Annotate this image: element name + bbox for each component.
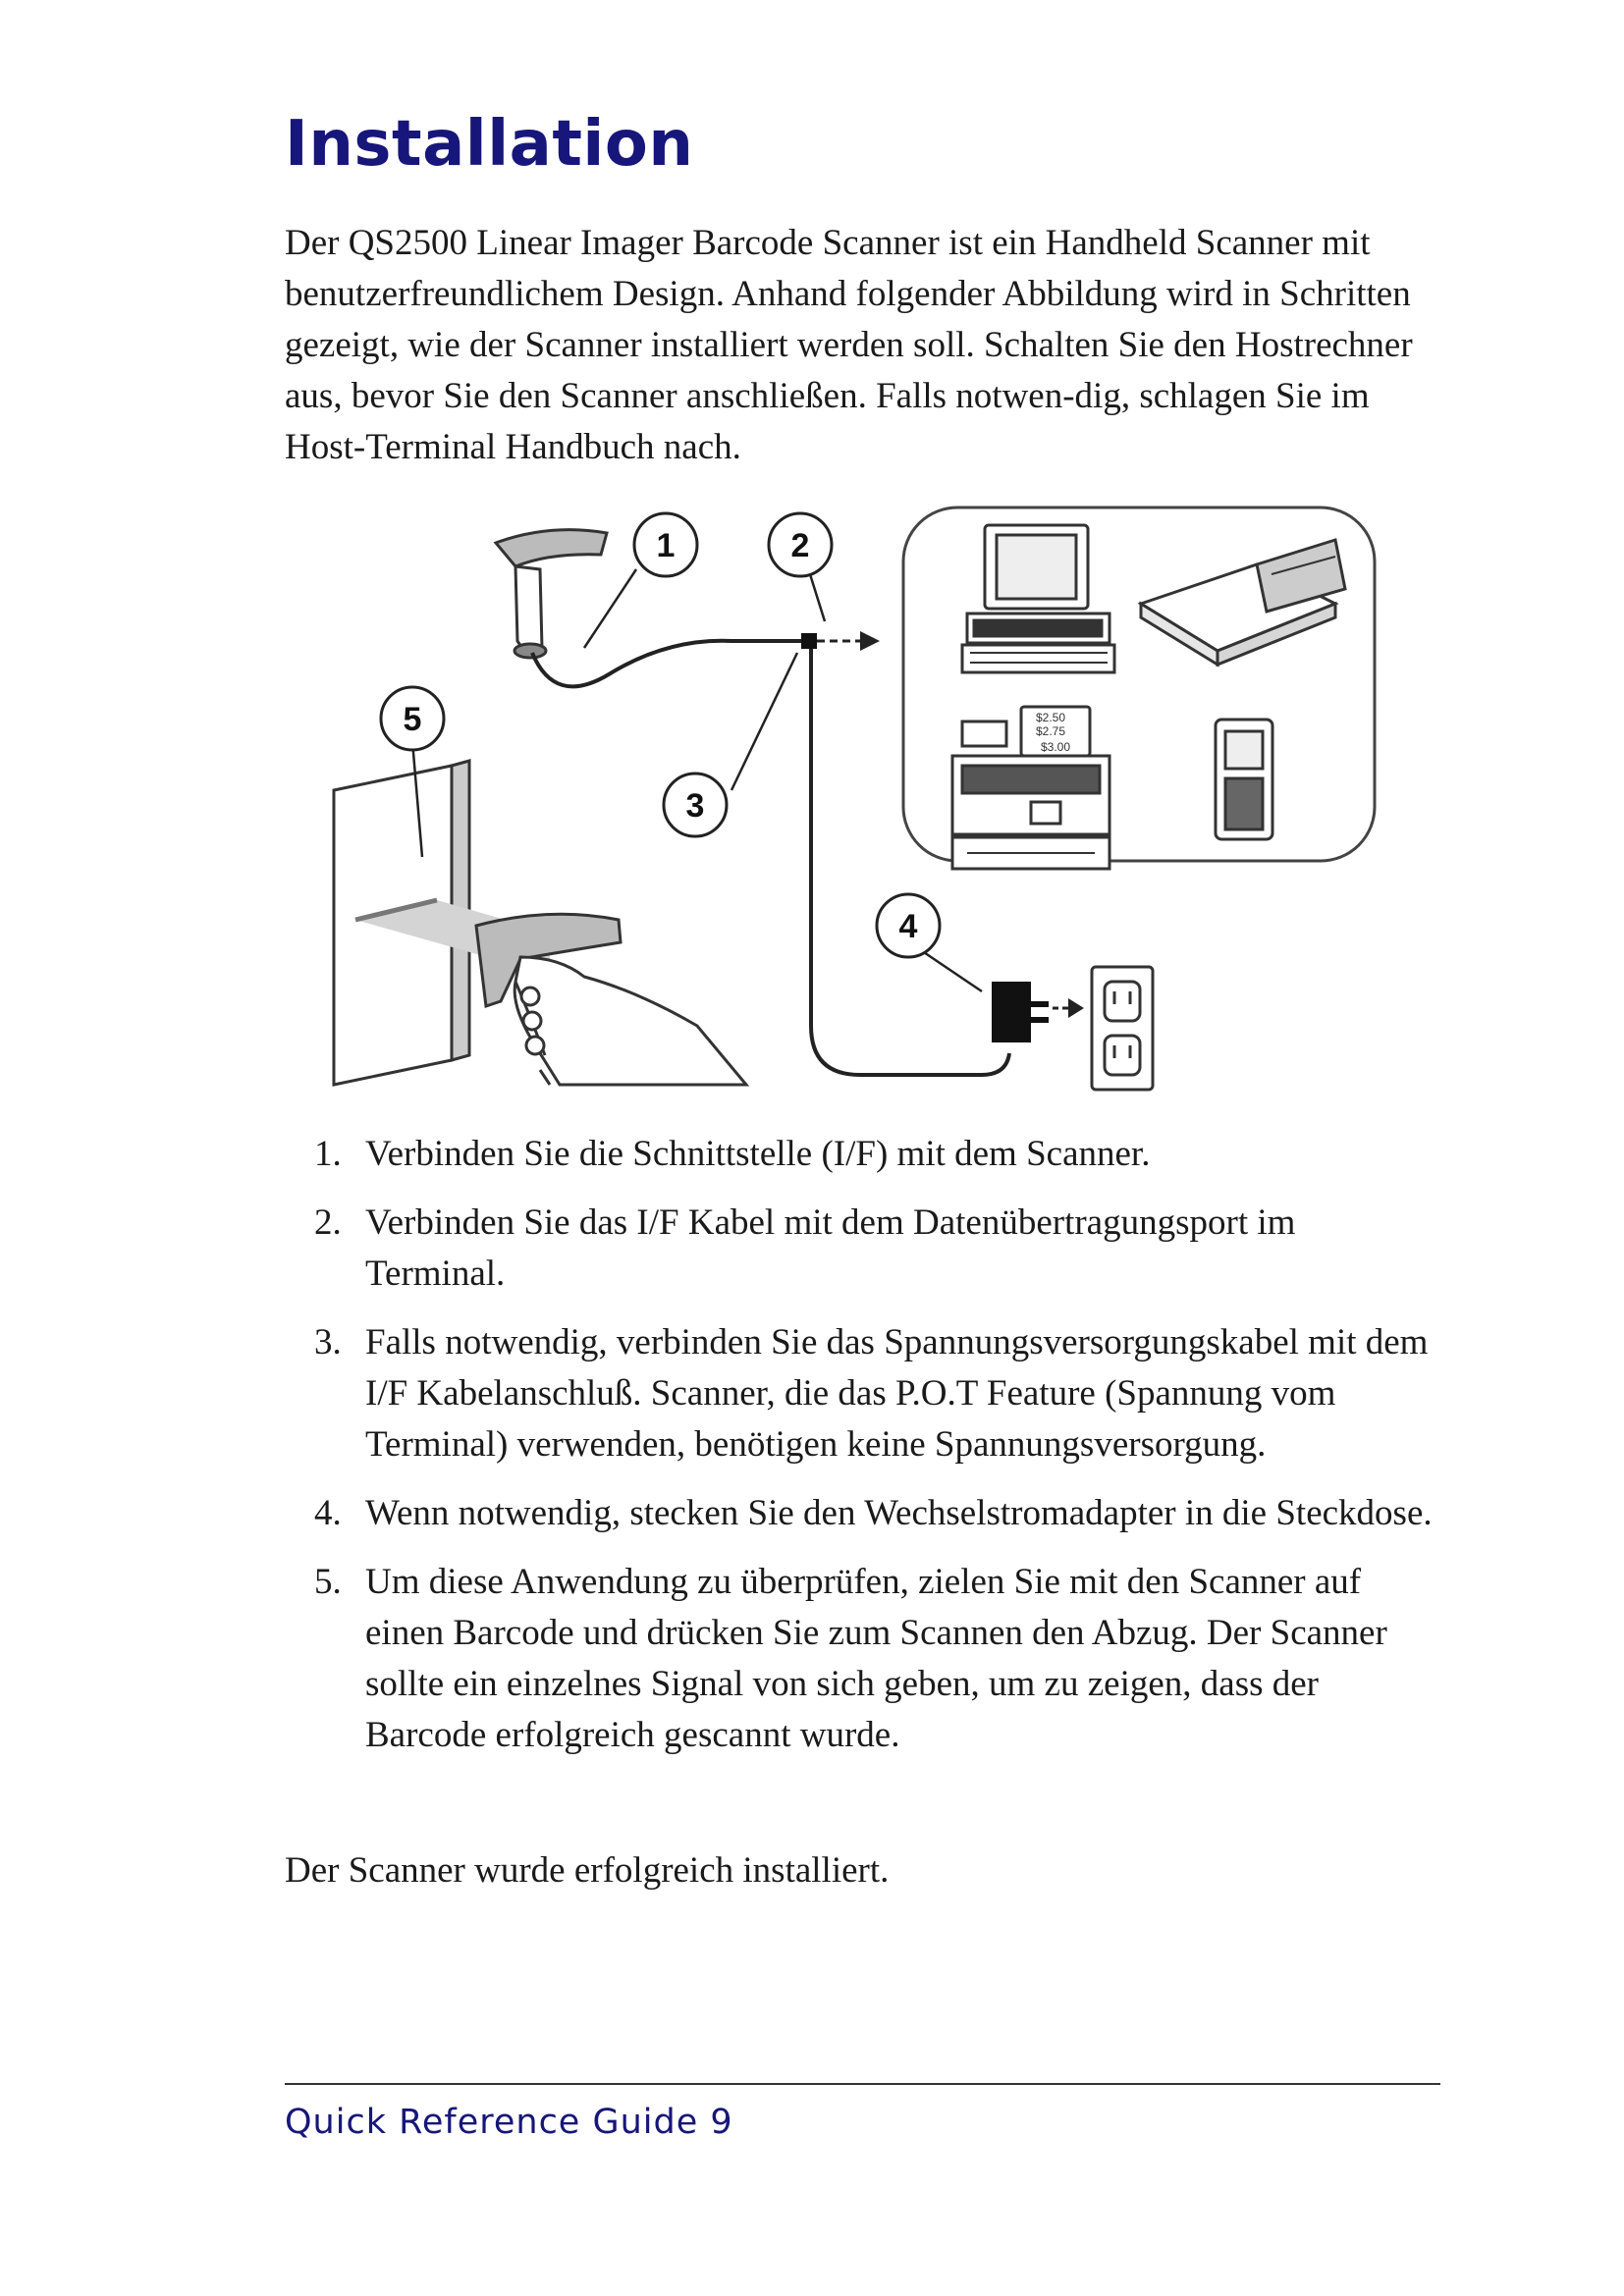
- callout-label-2: 2: [790, 527, 810, 564]
- cash-register-icon: [952, 707, 1110, 869]
- step-text: Verbinden Sie die Schnittstelle (I/F) mit dem Scanner.: [365, 1134, 1151, 1174]
- if-connector: [801, 633, 817, 649]
- callout-2-leader: [810, 574, 825, 621]
- page-title: Installation: [285, 108, 694, 181]
- step-number: 2.: [314, 1202, 342, 1243]
- step-number: 1.: [314, 1134, 342, 1174]
- step-item: [314, 1317, 1443, 1470]
- host-arrow-icon: [817, 631, 880, 651]
- installation-steps-list: [314, 1129, 1443, 1779]
- installation-diagram: [314, 496, 1404, 1099]
- conclusion-text: Der Scanner wurde erfolgreich installiert.: [285, 1850, 890, 1891]
- step-item: [314, 1129, 1443, 1180]
- desktop-computer-icon: [962, 525, 1114, 672]
- callout-1-leader: [584, 569, 636, 648]
- callout-circle-3: [664, 774, 727, 836]
- step-text: Um diese Anwendung zu überprüfen, zielen Sie mit den Scanner auf einen Barcode und drücken Sie zum Scannen den Abzug. Der Scanner sollte ein einzelnes Signal von sich geben, um zu zeigen, dass der Barcode erfolgreich gescannt wurde.: [365, 1562, 1387, 1755]
- register-price-3: $3.00: [1041, 740, 1071, 754]
- step-number: 4.: [314, 1493, 342, 1533]
- register-price-1: $2.50: [1036, 711, 1066, 724]
- step-number: 3.: [314, 1322, 342, 1362]
- wall-outlet-icon: [1092, 967, 1153, 1090]
- intro-paragraph: Der QS2500 Linear Imager Barcode Scanner ist ein Handheld Scanner mit benutzerfreundlichem Design. Anhand folgender Abbildung wird in Schritten gezeigt, wie der Scanner installiert werden soll. Schalten Sie den Hostrechner aus, bevor Sie den Scanner anschließen. Falls notwen-dig, schlagen Sie im Host-Terminal Handbuch nach.: [285, 223, 1413, 467]
- callout-circle-4: [877, 894, 940, 957]
- portable-terminal-icon: [1216, 720, 1272, 839]
- step-item: [314, 1557, 1443, 1761]
- scanner-cable: [532, 641, 801, 687]
- register-price-2: $2.75: [1036, 724, 1066, 738]
- callout-label-1: 1: [656, 527, 676, 564]
- callout-circle-2: [769, 513, 832, 576]
- ac-adapter-icon: [992, 982, 1084, 1042]
- callout-label-5: 5: [403, 701, 422, 738]
- callout-circle-5: [381, 687, 444, 750]
- step-item: [314, 1198, 1443, 1300]
- callout-label-4: 4: [898, 908, 918, 945]
- callout-3-leader: [731, 653, 797, 790]
- step-text: Verbinden Sie das I/F Kabel mit dem Datenübertragungsport im Terminal.: [365, 1202, 1296, 1294]
- callout-label-3: 3: [685, 787, 705, 825]
- step-number: 5.: [314, 1562, 342, 1602]
- step-text: Falls notwendig, verbinden Sie das Spannungsversorgungskabel mit dem I/F Kabelanschluß. Scanner, die das P.O.T Feature (Spannung vom Terminal) verwenden, benötigen keine Spannungsversorgung.: [365, 1322, 1429, 1465]
- docking-cradle-icon: [1141, 540, 1345, 665]
- step-text: Wenn notwendig, stecken Sie den Wechselstromadapter in die Steckdose.: [365, 1493, 1433, 1533]
- callout-circle-1: [634, 513, 697, 576]
- hand-with-scanner-icon: [476, 914, 746, 1085]
- footer-divider: [285, 2083, 1440, 2085]
- footer-page-label: Quick Reference Guide 9: [285, 2103, 733, 2142]
- step-item: [314, 1488, 1443, 1539]
